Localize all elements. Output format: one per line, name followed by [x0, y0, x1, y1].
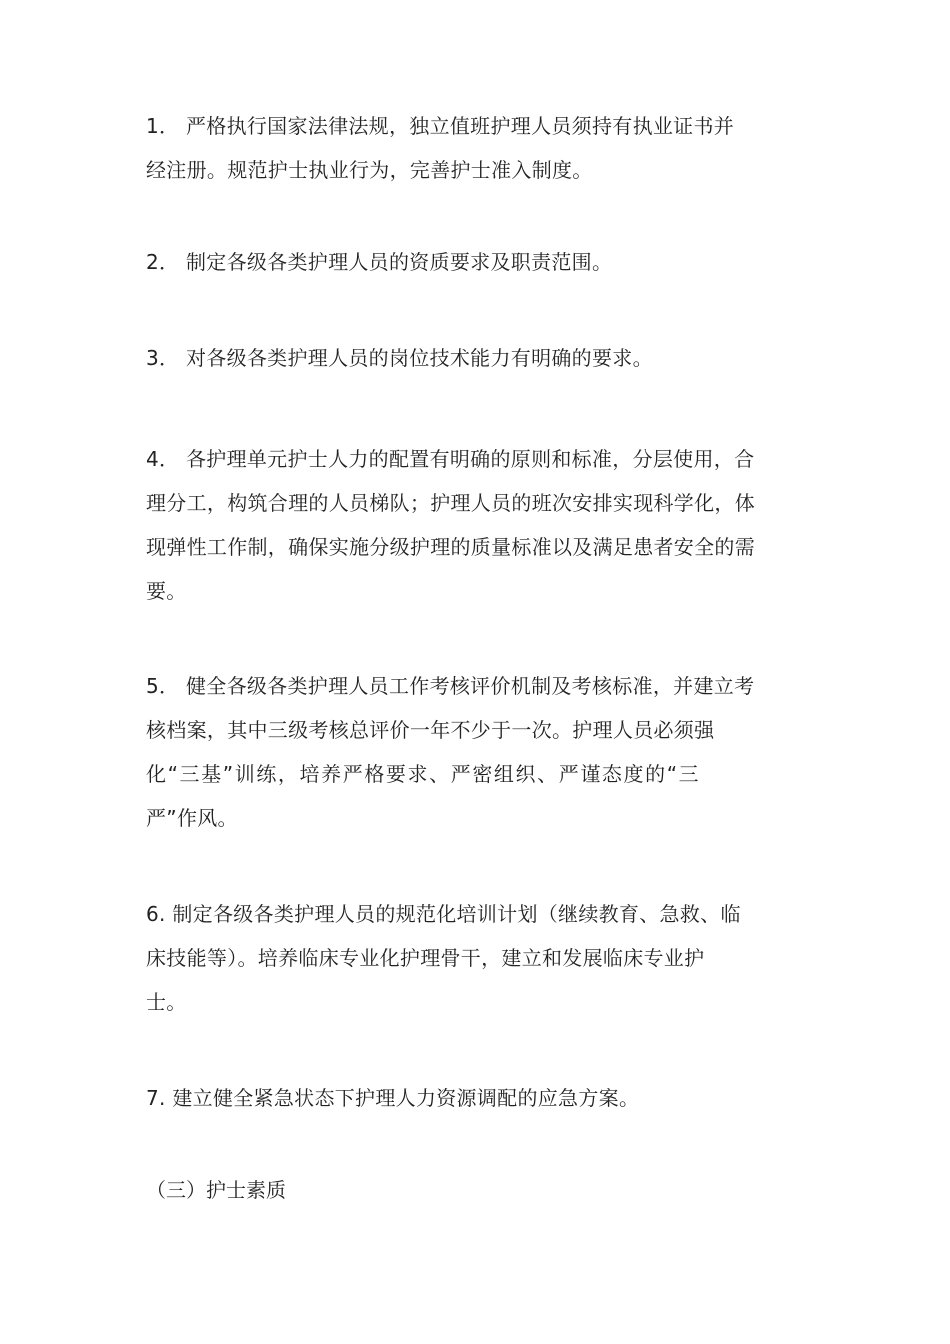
paragraph-6: [146, 892, 822, 1024]
paragraph-2: [146, 240, 822, 284]
paragraph-line: 5． 健全各级各类护理人员工作考核评价机制及考核标准，并建立考: [146, 674, 755, 698]
paragraph-3: [146, 336, 822, 380]
paragraph-line: 核档案，其中三级考核总评价一年不少于一次。护理人员必须强: [146, 718, 715, 742]
paragraph-line: 现弹性工作制，确保实施分级护理的质量标准以及满足患者安全的需: [146, 535, 755, 559]
paragraph-line: 4． 各护理单元护士人力的配置有明确的原则和标准，分层使用，合: [146, 447, 755, 471]
paragraph-5: [146, 664, 822, 840]
paragraph-line: 6. 制定各级各类护理人员的规范化培训计划（继续教育、急救、临: [146, 902, 741, 926]
paragraph-line: 1． 严格执行国家法律法规，独立值班护理人员须持有执业证书并: [146, 114, 735, 138]
paragraph-line: 经注册。规范护士执业行为，完善护士准入制度。: [146, 158, 593, 182]
paragraph-line: 床技能等）。培养临床专业化护理骨干，建立和发展临床专业护: [146, 946, 705, 970]
paragraph-line: 理分工，构筑合理的人员梯队；护理人员的班次安排实现科学化，体: [146, 491, 755, 515]
paragraph-4: [146, 437, 822, 613]
paragraph-7: [146, 1076, 822, 1120]
paragraph-line: 2． 制定各级各类护理人员的资质要求及职责范围。: [146, 250, 613, 274]
section-heading: （三）护士素质: [146, 1178, 286, 1202]
paragraph-line: 7. 建立健全紧急状态下护理人力资源调配的应急方案。: [146, 1086, 640, 1110]
paragraph-line: 士。: [146, 990, 187, 1014]
paragraph-line: 要。: [146, 579, 187, 603]
paragraph-line: 严”作风。: [146, 806, 238, 830]
paragraph-1: [146, 104, 822, 192]
paragraph-line: 化“三基”训练，培养严格要求、严密组织、严谨态度的“三: [146, 762, 701, 786]
paragraph-line: 3． 对各级各类护理人员的岗位技术能力有明确的要求。: [146, 346, 653, 370]
